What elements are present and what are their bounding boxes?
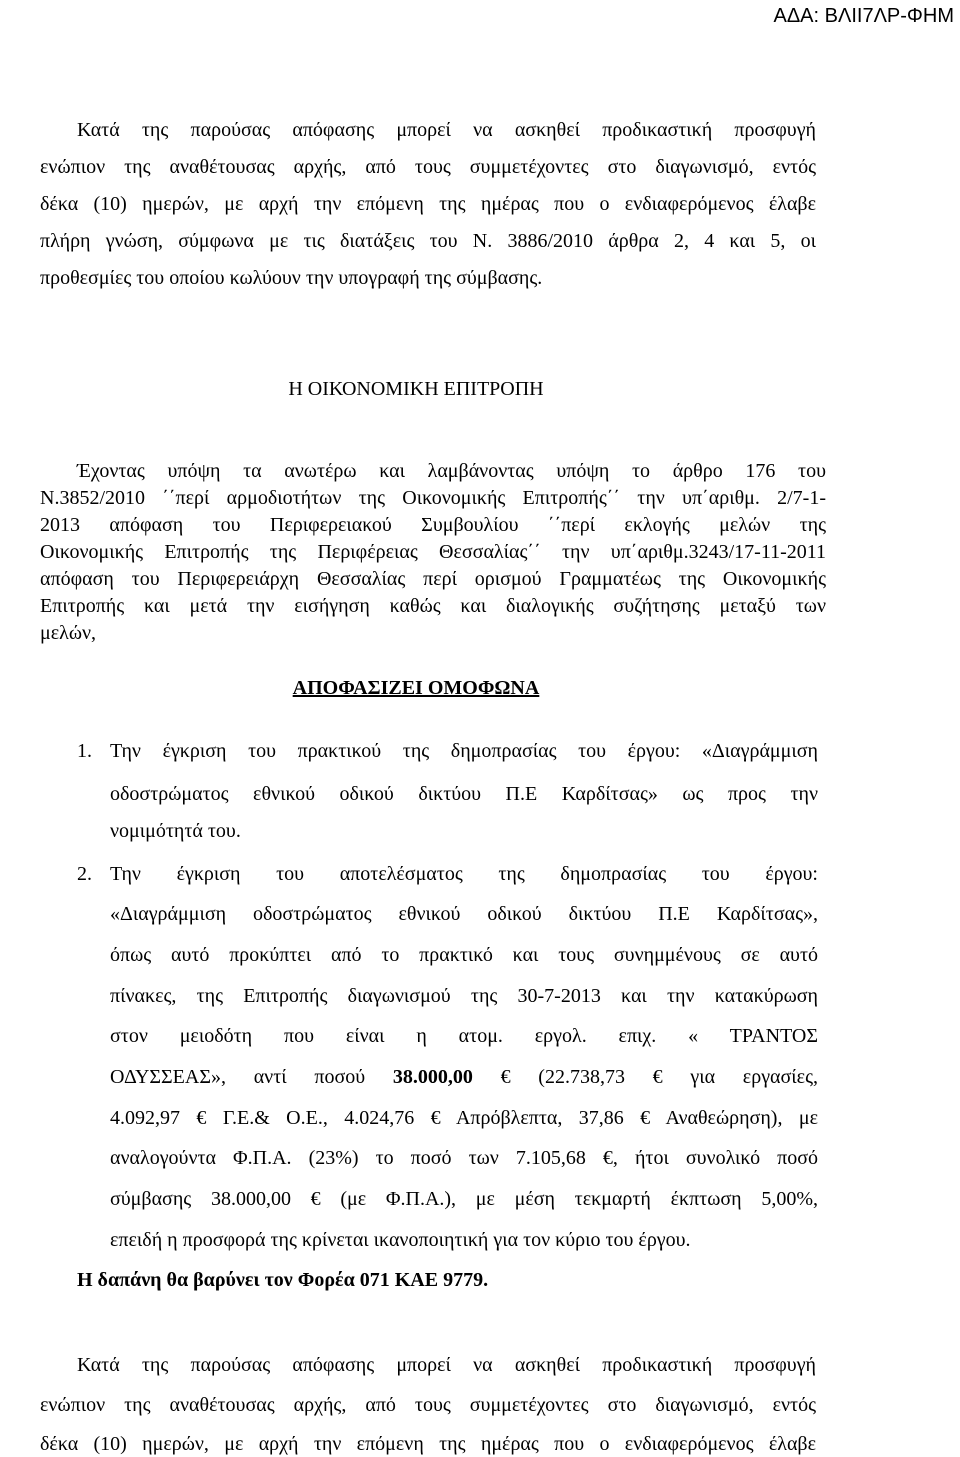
item-2-line-4: πίνακες, της Επιτροπής διαγωνισμού της 30-7-2013 και την κατακύρωση	[110, 985, 818, 1007]
decision-heading: ΑΠΟΦΑΣΙΖΕΙ ΟΜΟΦΩΝΑ	[292, 677, 540, 699]
committee-heading: Η ΟΙΚΟΝΟΜΙΚΗ ΕΠΙΤΡΟΠΗ	[288, 378, 544, 400]
considering-line-3: 2013 απόφαση του Περιφερειακού Συμβουλίου ΄΄περί εκλογής μελών της	[40, 514, 826, 536]
item-1-line-1: Την έγκριση του πρακτικού της δημοπρασίας του έργου: «Διαγράμμιση	[110, 740, 818, 762]
item-2-line-1: Την έγκριση του αποτελέσματος της δημοπρασίας του έργου:	[110, 863, 818, 885]
repeat-line-2: ενώπιον της αναθέτουσας αρχής, από τους συμμετέχοντες στο διαγωνισμό, εντός	[40, 1394, 816, 1416]
expense-line: Η δαπάνη θα βαρύνει τον Φορέα 071 ΚΑΕ 9779.	[77, 1269, 489, 1291]
intro-line-4: πλήρη γνώση, σύμφωνα με τις διατάξεις του Ν. 3886/2010 άρθρα 2, 4 και 5, οι	[40, 230, 816, 252]
repeat-line-1: Κατά της παρούσας απόφασης μπορεί να ασκηθεί προδικαστική προσφυγή	[77, 1354, 816, 1376]
item-2-line-6-start: ΟΔΥΣΣΕΑΣ», αντί ποσού	[110, 1066, 393, 1088]
item-2-line-2: «Διαγράμμιση οδοστρώματος εθνικού οδικού δικτύου Π.Ε Καρδίτσας»,	[110, 903, 818, 925]
considering-line-7: μελών,	[40, 622, 97, 644]
item-2-line-9: σύμβασης 38.000,00 € (με Φ.Π.Α.), με μέση τεκμαρτή έκπτωση 5,00%,	[110, 1188, 818, 1210]
intro-line-3: δέκα (10) ημερών, με αρχή την επόμενη της ημέρας που ο ενδιαφερόμενος έλαβε	[40, 193, 816, 215]
ada-code: ΑΔΑ: ΒΛΙΙ7ΛΡ-ΦΗΜ	[773, 5, 954, 27]
item-1-line-3: νομιμότητά του.	[110, 820, 241, 842]
intro-line-5: προθεσμίες του οποίου κωλύουν την υπογραφή της σύμβασης.	[40, 267, 543, 289]
item-2-number: 2.	[77, 863, 92, 885]
item-2-line-10: επειδή η προσφορά της κρίνεται ικανοποιητική για τον κύριο του έργου.	[110, 1229, 691, 1251]
considering-line-4: Οικονομικής Επιτροπής της Περιφέρειας Θεσσαλίας΄΄ την υπ΄αριθμ.3243/17-11-2011	[40, 541, 826, 563]
item-2-line-5: στον μειοδότη που είναι η ατομ. εργολ. επιχ. « ΤΡΑΝΤΟΣ	[110, 1025, 818, 1047]
considering-line-6: Επιτροπής και μετά την εισήγηση καθώς και διαλογικής συζήτησης μεταξύ των	[40, 595, 826, 617]
item-2-line-3: όπως αυτό προκύπτει από το πρακτικό και τους συνημμένους σε αυτό	[110, 944, 818, 966]
item-1-number: 1.	[77, 740, 92, 762]
intro-line-2: ενώπιον της αναθέτουσας αρχής, από τους συμμετέχοντες στο διαγωνισμό, εντός	[40, 156, 816, 178]
item-2-line-6	[110, 1065, 818, 1089]
item-2-line-8: αναλογούντα Φ.Π.Α. (23%) το ποσό των 7.105,68 €, ήτοι συνολικό ποσό	[110, 1147, 818, 1169]
considering-line-1: Έχοντας υπόψη τα ανωτέρω και λαμβάνοντας υπόψη το άρθρο 176 του	[77, 460, 826, 482]
intro-line-1: Κατά της παρούσας απόφασης μπορεί να ασκηθεί προδικαστική προσφυγή	[77, 119, 816, 141]
contract-amount: 38.000,00	[392, 1066, 473, 1088]
item-2-line-7: 4.092,97 € Γ.Ε.& Ο.Ε., 4.024,76 € Απρόβλεπτα, 37,86 € Αναθεώρηση), με	[110, 1107, 818, 1129]
item-1-line-2: οδοστρώματος εθνικού οδικού δικτύου Π.Ε Καρδίτσας» ως προς την	[110, 783, 818, 805]
considering-line-5: απόφαση του Περιφερειάρχη Θεσσαλίας περί ορισμού Γραμματέως της Οικονομικής	[40, 568, 826, 590]
considering-line-2: Ν.3852/2010 ΄΄περί αρμοδιοτήτων της Οικονομικής Επιτροπής΄΄ την υπ΄αριθμ. 2/7-1-	[40, 487, 826, 509]
repeat-line-3: δέκα (10) ημερών, με αρχή την επόμενη της ημέρας που ο ενδιαφερόμενος έλαβε	[40, 1433, 816, 1455]
item-2-line-6-end: € (22.738,73 € για εργασίες,	[472, 1066, 818, 1088]
